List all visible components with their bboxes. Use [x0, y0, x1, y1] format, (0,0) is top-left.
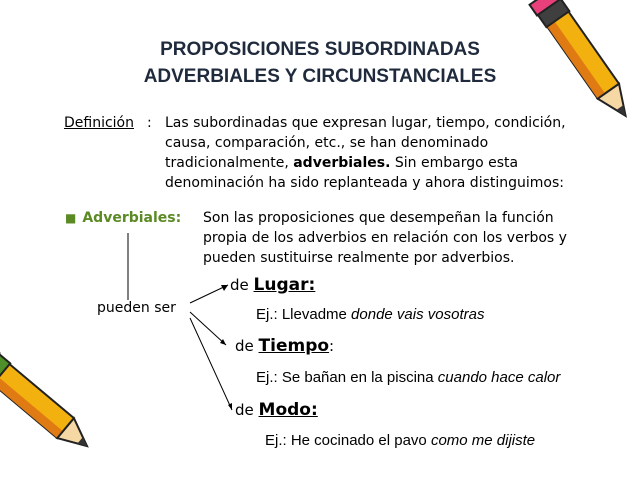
branch-modo: de Modo:: [235, 400, 318, 420]
example-modo: Ej.: He cocinado el pavo como me dijiste: [265, 432, 536, 449]
definition-colon: :: [147, 115, 152, 131]
example-tiempo: Ej.: Se bañan en la piscina cuando hace calor: [256, 369, 561, 386]
example-lugar: Ej.: Llevadme donde vais vosotras: [256, 306, 485, 323]
adverbiales-bullet: ■ Adverbiales:: [65, 210, 182, 226]
adverbiales-line: pueden sustituirse realmente por adverbios.: [203, 250, 515, 266]
page-title-line1: PROPOSICIONES SUBORDINADAS: [160, 39, 480, 60]
bullet-square-icon: ■: [65, 211, 77, 225]
definition-label: Definición: [64, 115, 134, 131]
adverbiales-line: Son las proposiciones que desempeñan la función: [203, 210, 554, 226]
adverbiales-line: propia de los adverbios en relación con los verbos y: [203, 230, 567, 246]
adverbiales-text: [203, 208, 583, 268]
page-title-line2: ADVERBIALES Y CIRCUNSTANCIALES: [143, 66, 497, 87]
definition-line: Las subordinadas que expresan lugar, tiempo, condición,: [165, 115, 566, 131]
definition-text: [165, 113, 585, 193]
branch-tiempo: de Tiempo:: [235, 336, 335, 356]
definition-line: tradicionalmente, adverbiales. Sin embargo esta: [165, 155, 519, 171]
definition-line: denominación ha sido replanteada y ahora distinguimos:: [165, 175, 564, 191]
definition-line: causa, comparación, etc., se han denominado: [165, 135, 489, 151]
pencil-icon: [530, 0, 638, 124]
pueden-ser-label: pueden ser: [97, 300, 176, 316]
branch-lugar: de Lugar:: [230, 275, 316, 295]
definition-bold-term: adverbiales.: [293, 155, 391, 171]
pencil-icon: [0, 345, 97, 458]
